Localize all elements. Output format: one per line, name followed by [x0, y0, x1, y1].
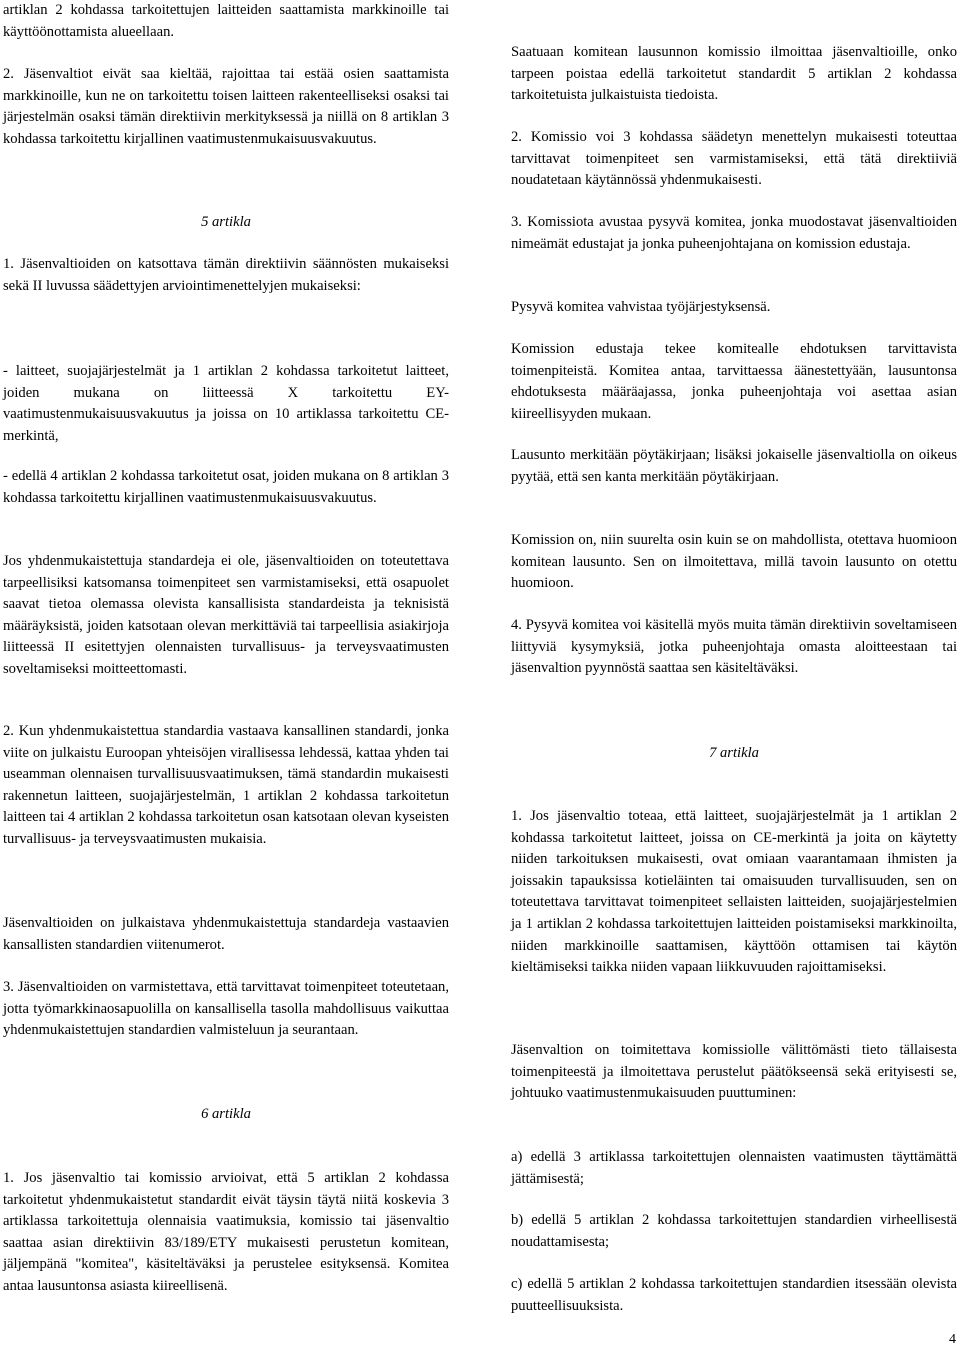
paragraph-article-7-1-item-b: b) edellä 5 artiklan 2 kohdassa tarkoitettujen standardien virheellisestä noudattamisesta; [511, 1212, 957, 1250]
heading-article-7: 7 artikla [709, 745, 759, 761]
paragraph-article-6-2: 2. Komissio voi 3 kohdassa säädetyn menettelyn mukaisesti toteuttaa tarvittavat toimenpiteet sen varmistamiseksi, että tätä direktiiviä noudatetaan käytännössä yhdenmukaisesti. [511, 129, 957, 189]
paragraph-article-4-1-end: artiklan 2 kohdassa tarkoitettujen laitteiden saattamista markkinoille tai käyttöönottamista alueellaan. [3, 2, 449, 40]
paragraph-article-5-3: 3. Jäsenvaltioiden on varmistettava, että tarvittavat toimenpiteet toteutetaan, jotta työmarkkinaosapuolilla on kansallisella tasolla mahdollisuus vaikuttaa yhdenmukaistettujen standardien valmisteluun ja seurantaan. [3, 979, 449, 1039]
paragraph-article-7-1-item-a: a) edellä 3 artiklassa tarkoitettujen olennaisten vaatimusten täyttämättä jättämisestä; [511, 1149, 957, 1187]
heading-article-6: 6 artikla [201, 1106, 251, 1122]
paragraph-article-6-4: 4. Pysyvä komitea voi käsitellä myös muita tämän direktiivin soveltamiseen liittyviä kysymyksiä, jotka puheenjohtaja omasta aloitteestaan tai jäsenvaltion pyynnöstä saattaa sen käsiteltäväksi. [511, 617, 957, 677]
paragraph-article-6-3-proposal: Komission edustaja tekee komitealle ehdotuksen tarvittavista toimenpiteistä. Komitea antaa, tarvittaessa äänestettyään, lausuntonsa ehdotuksesta määräajassa, jonka puheenjohtaja voi asettaa asian kiireellisyyden mukaan. [511, 341, 957, 422]
paragraph-article-6-3-account: Komission on, niin suurelta osin kuin se on mahdollista, otettava huomioon komitean lausunto. Sen on ilmoitettava, millä tavoin lausunto on otettu huomioon. [511, 532, 957, 592]
paragraph-article-4-2: 2. Jäsenvaltiot eivät saa kieltää, rajoittaa tai estää osien saattamista markkinoille, kun ne on tarkoitettu toisen laitteen rakenteelliseksi osaksi tai järjestelmän osaksi tämän direktiivin merkityksessä ja niillä on 8 artiklan 3 kohdassa tarkoitettu kirjallinen vaatimustenmukaisuusvakuutus. [3, 66, 449, 147]
paragraph-article-5-2-publish: Jäsenvaltioiden on julkaistava yhdenmukaistettuja standardeja vastaavien kansallisten standardien viitenumerot. [3, 915, 449, 953]
paragraph-article-5-1-no-standards: Jos yhdenmukaistettuja standardeja ei ole, jäsenvaltioiden on toteutettava tarpeellisiksi katsomansa toimenpiteet sen varmistamiseksi, että osapuolet saavat tietoa olemassa olevista kansallisista standardeista ja teknisistä määräyksistä, joiden katsotaan olevan merkittäviä tai tarpeellisia asiakirjoja liitteessä II esitettyjen olennaisten turvallisuus- ja terveysvaatimusten soveltamiseksi moitteettomasti. [3, 553, 449, 677]
paragraph-article-7-1-item-c: c) edellä 5 artiklan 2 kohdassa tarkoitettujen standardien itsessään olevista puutteellisuuksista. [511, 1276, 957, 1314]
paragraph-article-5-2: 2. Kun yhdenmukaistettua standardia vastaava kansallinen standardi, jonka viite on julkaistu Euroopan yhteisöjen virallisessa lehdessä, kattaa yhden tai useamman olennaisen turvallisuusvaatimuksen, tämä standardin mukaisesti rakennetun laitteen, suojajärjestelmän, 1 artiklan 2 kohdassa tarkoitetun laitteen tai 4 artiklan 2 kohdassa tarkoitetun osan katsotaan olevan kyseisten turvallisuus- ja terveysvaatimusten mukaisia. [3, 723, 449, 847]
paragraph-article-7-1: 1. Jos jäsenvaltio toteaa, että laitteet, suojajärjestelmät ja 1 artiklan 2 kohdassa tarkoitetut laitteet, joissa on CE-merkintä ja joita on käytetty niiden tarkoituksen mukaisesti, ovat omiaan vaarantamaan ihmisten ja joissakin tapauksissa kotieläinten tai omaisuuden turvallisuuden, sen on toteutettava tarvittavat toimenpiteet sellaisten laitteiden, suojajärjestelmien ja 1 artiklan 2 kohdassa tarkoitettujen laitteiden poistamiseksi markkinoilta, niiden markkinoille saattamisen, käyttöön ottamisen tai käytön kieltämiseksi taikka niiden vapaan liikkuvuuden rajoittamiseksi. [511, 808, 957, 976]
paragraph-article-6-3-minutes: Lausunto merkitään pöytäkirjaan; lisäksi jokaiselle jäsenvaltiolla on oikeus pyytää, että sen kanta merkitään pöytäkirjaan. [511, 447, 957, 485]
paragraph-article-6-1-committee-opinion: Saatuaan komitean lausunnon komissio ilmoittaa jäsenvaltioille, onko tarpeen poistaa edellä tarkoitetut standardit 5 artiklan 2 kohdassa tarkoitetuista julkaistuista tiedoista. [511, 44, 957, 104]
paragraph-article-5-1-item-b: - edellä 4 artiklan 2 kohdassa tarkoitetut osat, joiden mukana on 8 artiklan 3 kohdassa tarkoitettu kirjallinen vaatimustenmukaisuusvakuutus. [3, 468, 449, 506]
paragraph-article-7-1-notify: Jäsenvaltion on toimitettava komissiolle välittömästi tieto tällaisesta toimenpiteestä ja ilmoitettava perustelut päätökseensä sekä erityisesti se, johtuuko vaatimustenmukaisuuden puuttuminen: [511, 1042, 957, 1102]
page-number: 4 [949, 1332, 956, 1347]
heading-article-5: 5 artikla [201, 214, 251, 230]
paragraph-article-6-1: 1. Jos jäsenvaltio tai komissio arvioivat, että 5 artiklan 2 kohdassa tarkoitetut yhdenmukaistetut standardit eivät täysin täytä niitä koskevia 3 artiklassa tarkoitettuja olennaisia vaatimuksia, komissio tai jäsenvaltio saattaa asian direktiivin 83/189/ETY mukaisesti perustetun komitean, jäljempänä "komitea", käsiteltäväksi ja perustelee esityksensä. Komitea antaa lausuntonsa asiasta kiireellisenä. [3, 1170, 449, 1294]
paragraph-article-5-1-item-a: - laitteet, suojajärjestelmät ja 1 artiklan 2 kohdassa tarkoitetut laitteet, joiden mukana on liitteessä X tarkoitettu EY-vaatimustenmukaisuusvakuutus ja joissa on 10 artiklassa tarkoitettu CE-merkintä, [3, 363, 449, 444]
paragraph-article-5-1: 1. Jäsenvaltioiden on katsottava tämän direktiivin säännösten mukaiseksi sekä II luvussa säädettyjen arviointimenettelyjen mukaiseksi: [3, 256, 449, 294]
paragraph-article-6-3-rules: Pysyvä komitea vahvistaa työjärjestyksensä. [511, 299, 771, 315]
paragraph-article-6-3: 3. Komissiota avustaa pysyvä komitea, jonka muodostavat jäsenvaltioiden nimeämät edustajat ja jonka puheenjohtajana on komission edustaja. [511, 214, 957, 252]
